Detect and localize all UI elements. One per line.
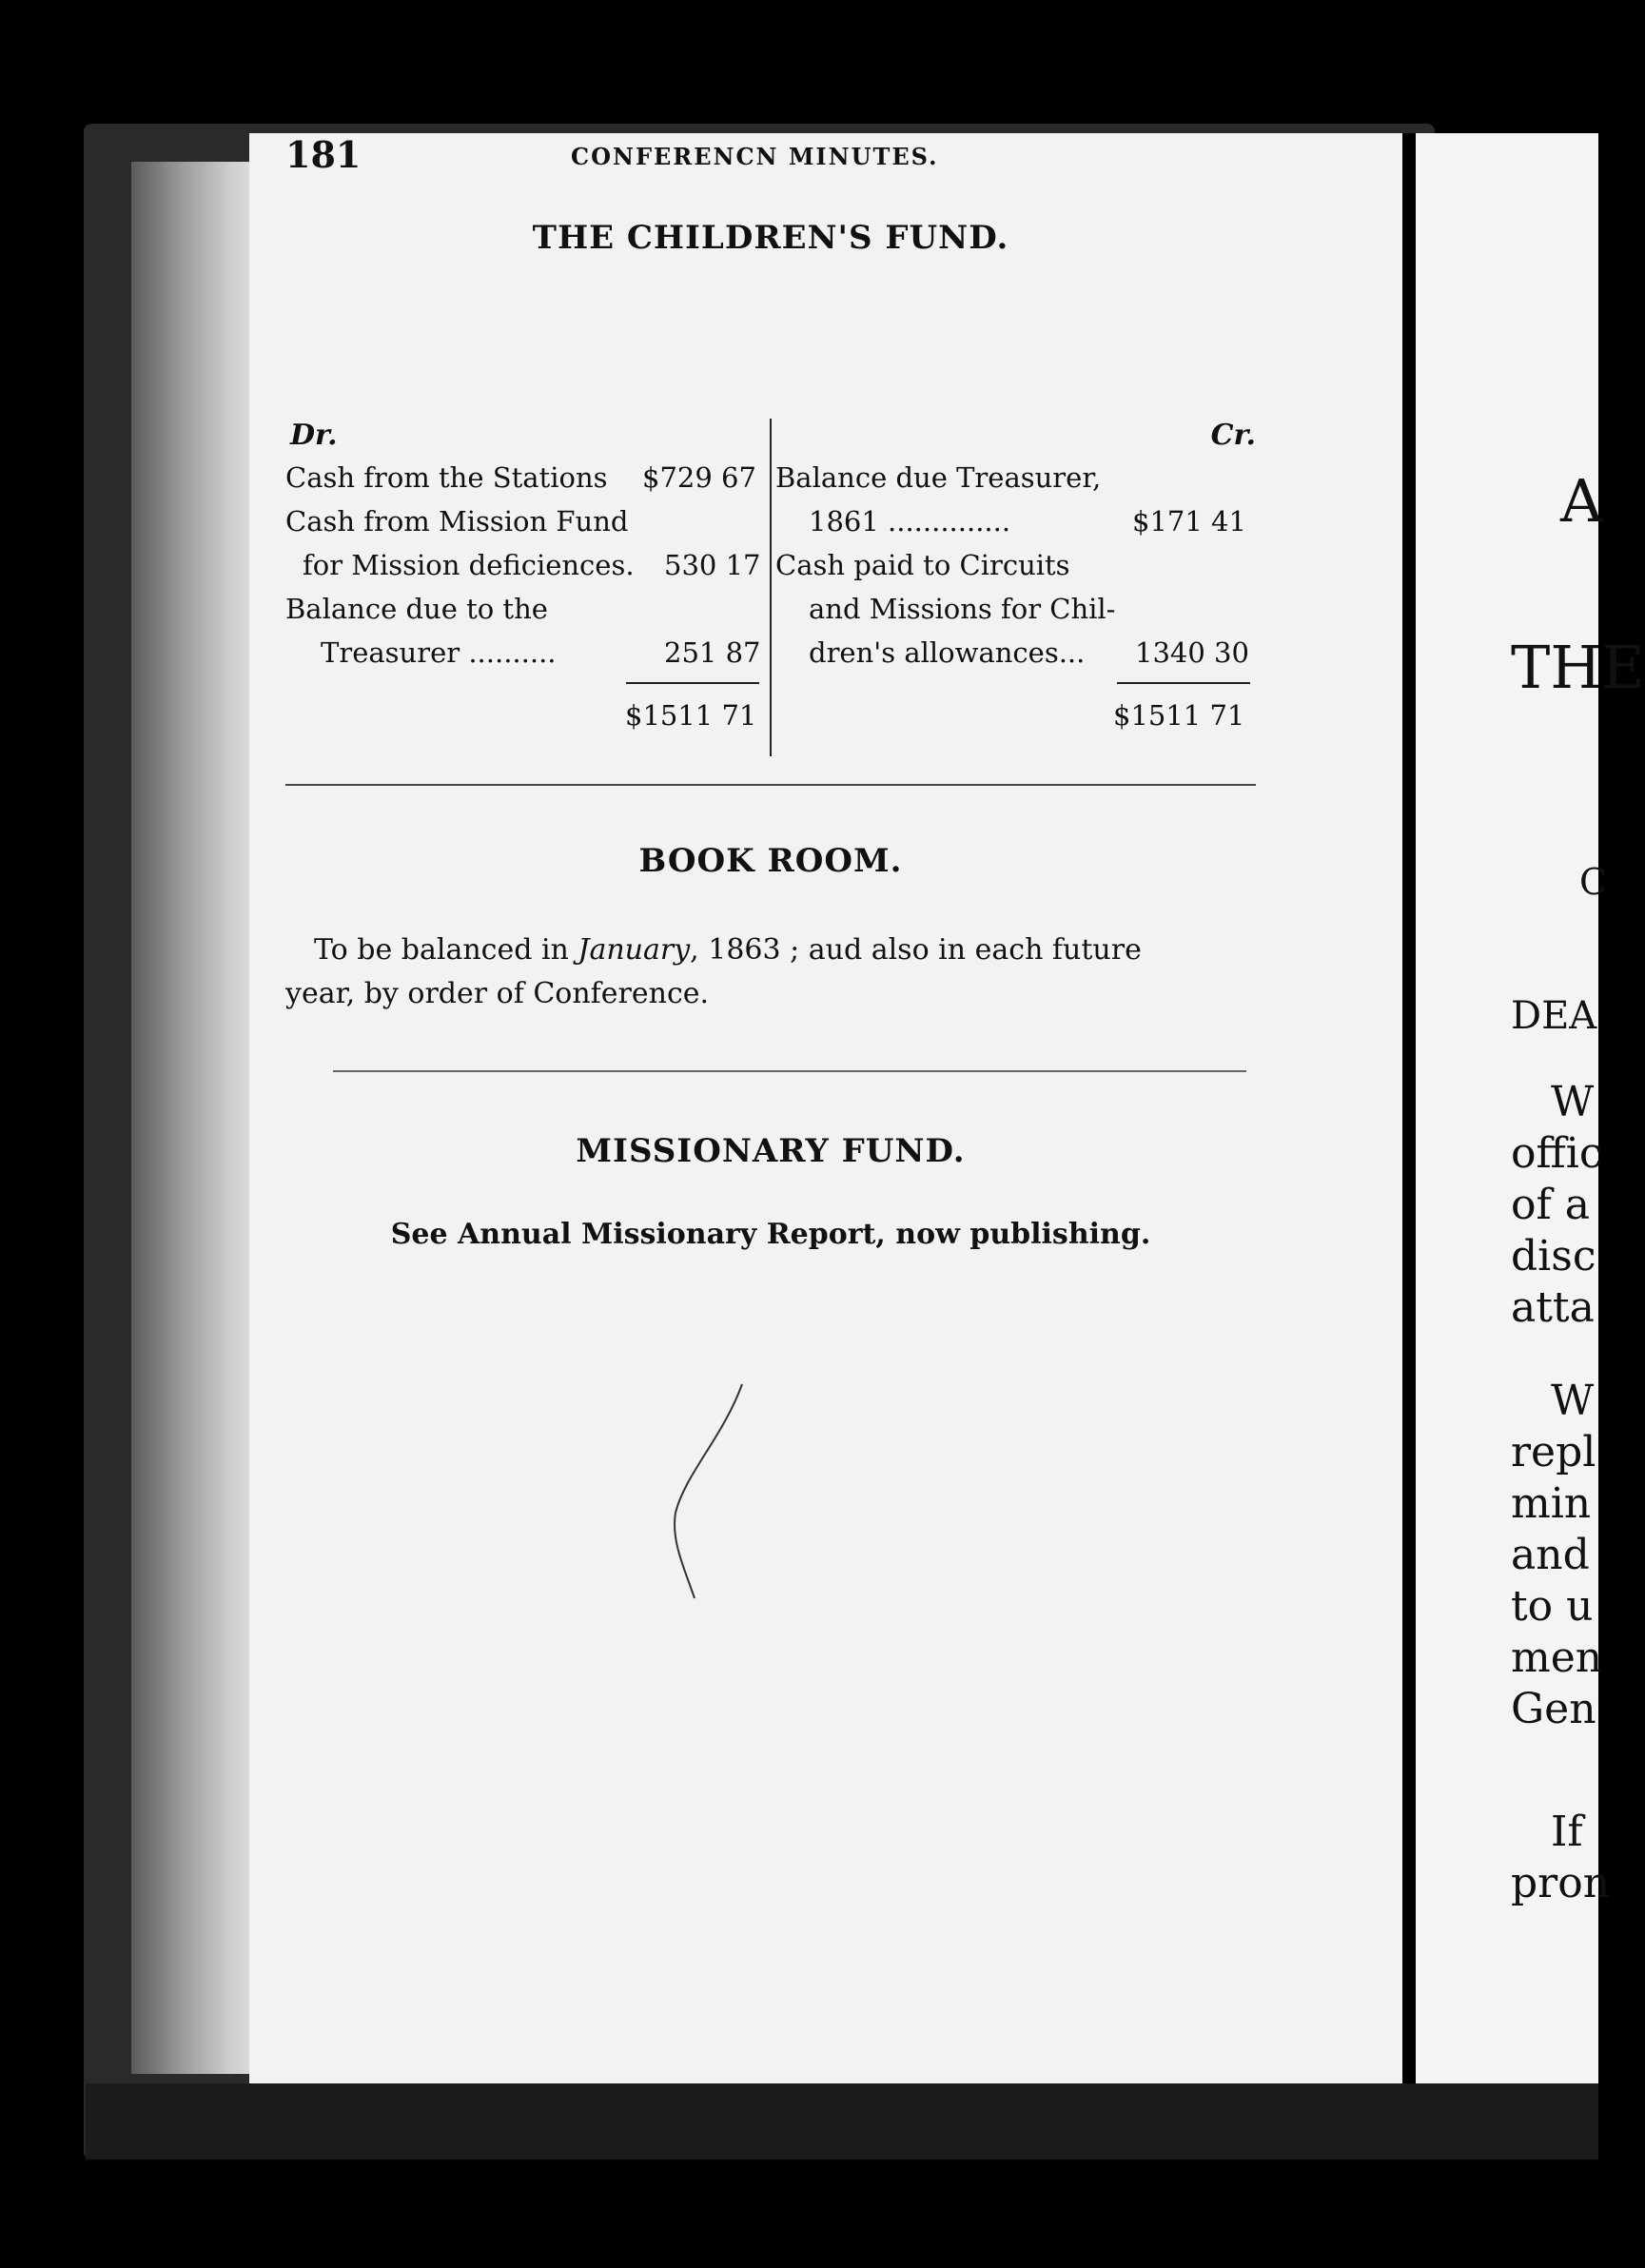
debit-sum-rule [626, 682, 759, 684]
debit-row-text: Treasurer .......... [321, 636, 557, 669]
right-page-text: min [1511, 1479, 1592, 1528]
book-room-title: BOOK ROOM. [638, 842, 903, 880]
debit-row-amount: $729 67 [642, 461, 756, 494]
running-head [285, 133, 1256, 181]
book-room-line-2: year, by order of Conference. [285, 977, 710, 1010]
debit-row-amount: 251 87 [664, 636, 761, 669]
right-page-text: atta [1511, 1283, 1595, 1332]
right-page-text: W [1551, 1377, 1595, 1425]
right-page-text: repl [1511, 1428, 1596, 1476]
right-page-text: W [1551, 1078, 1595, 1126]
debit-row-text: Balance due to the [285, 593, 548, 625]
book-room-text: To be balanced in [314, 933, 578, 967]
right-page-text: to u [1511, 1582, 1594, 1631]
credit-label: Cr. [1210, 419, 1256, 452]
section-divider [333, 1070, 1246, 1072]
credit-sum-rule [1117, 682, 1250, 684]
debit-row-text: Cash from the Stations [285, 461, 608, 494]
pencil-stroke [666, 1379, 780, 1608]
right-page-text: Gen [1511, 1685, 1596, 1733]
childrens-fund-account [285, 419, 1256, 761]
book-gutter [1402, 133, 1416, 2083]
credit-row-text: and Missions for Chil- [809, 593, 1116, 625]
right-page-text: of a [1511, 1181, 1590, 1229]
page-number: 181 [285, 133, 362, 176]
right-page-text: C [1579, 861, 1608, 903]
credit-row-text: 1861 .............. [809, 505, 1011, 538]
book-room-text: , 1863 ; aud also in each future [690, 933, 1142, 967]
credit-row-amount: 1340 30 [1135, 636, 1249, 669]
childrens-fund-title: THE CHILDREN'S FUND. [532, 219, 1009, 257]
missionary-fund-note: See Annual Missionary Report, now publishing. [390, 1218, 1151, 1251]
debit-label: Dr. [290, 419, 338, 452]
right-page-text: offic [1511, 1129, 1603, 1178]
credit-row-text: Balance due Treasurer, [775, 461, 1102, 494]
running-title: CONFERENCN MINUTES. [571, 143, 939, 170]
debit-total: $1511 71 [625, 699, 757, 732]
debit-row-text: for Mission deficiences. [303, 549, 635, 581]
column-divider [770, 419, 772, 756]
right-page-text: A [1560, 466, 1603, 536]
debit-row-text: Cash from Mission Fund [285, 505, 629, 538]
book-room-month: January [578, 933, 691, 967]
credit-row-text: dren's allowances... [809, 636, 1086, 669]
bottom-cover-edge [86, 2083, 1598, 2160]
missionary-fund-title: MISSIONARY FUND. [576, 1132, 966, 1170]
debit-row-amount: 530 17 [664, 549, 761, 581]
section-divider [285, 784, 1256, 786]
right-page-text: disc [1511, 1232, 1596, 1281]
right-page-text: pron [1511, 1859, 1611, 1907]
book-room-line-1 [314, 928, 1256, 973]
credit-row-text: Cash paid to Circuits [775, 549, 1070, 581]
credit-row-amount: $171 41 [1132, 505, 1246, 538]
right-page-text: THE [1511, 633, 1645, 702]
right-page-text: If [1551, 1808, 1583, 1856]
right-page-text: DEA [1511, 994, 1597, 1038]
right-page-text: and [1511, 1531, 1590, 1579]
right-page-text: men [1511, 1633, 1603, 1682]
credit-total: $1511 71 [1113, 699, 1245, 732]
